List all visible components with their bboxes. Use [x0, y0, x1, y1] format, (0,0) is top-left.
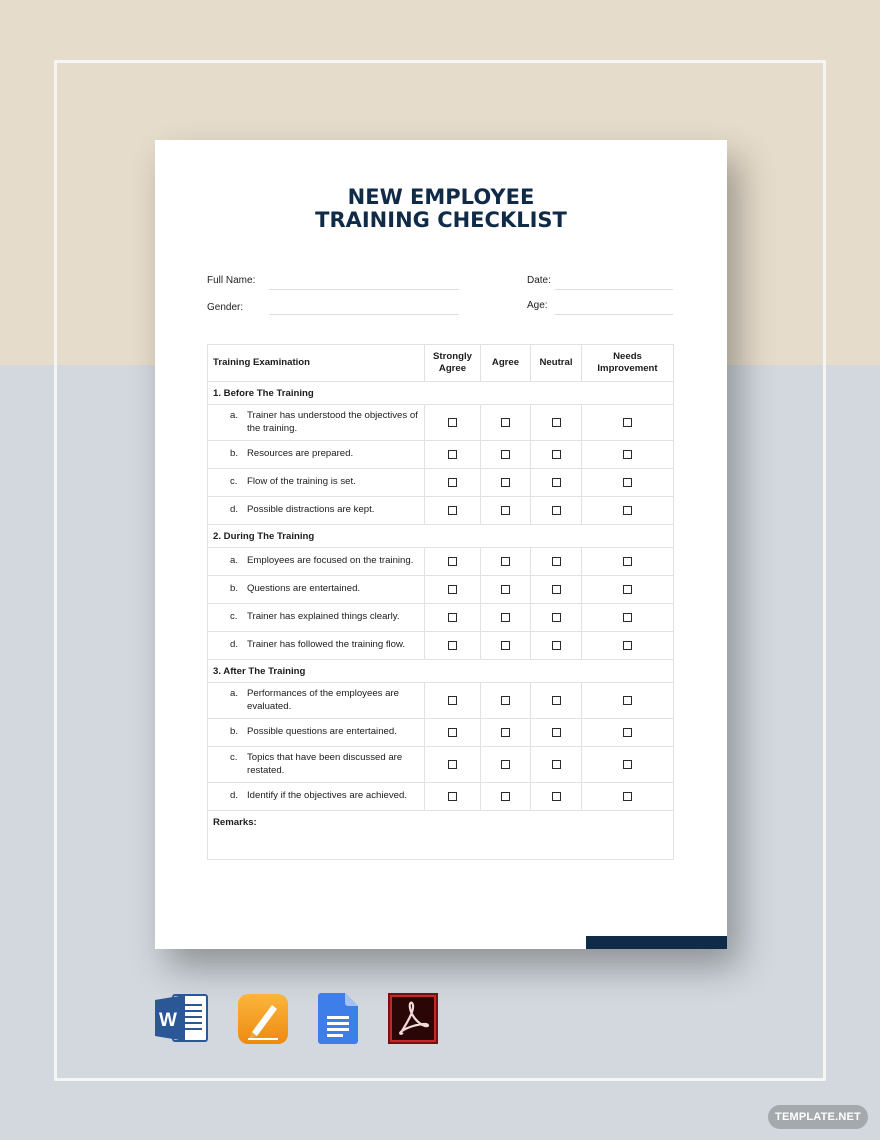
remarks-label: Remarks: — [213, 817, 257, 828]
needs-improvement-checkbox[interactable] — [623, 450, 632, 459]
neutral-checkbox[interactable] — [552, 506, 561, 515]
item-letter: c. — [230, 476, 238, 488]
item-letter: d. — [230, 639, 239, 651]
table-row — [208, 441, 674, 469]
table-row — [208, 632, 674, 660]
item-cell — [208, 469, 425, 497]
neutral-checkbox[interactable] — [552, 728, 561, 737]
word-icon[interactable] — [155, 993, 209, 1048]
table-row — [208, 719, 674, 747]
neutral-checkbox[interactable] — [552, 557, 561, 566]
item-text: Topics that have been discussed are restated. — [247, 752, 403, 776]
agree-checkbox[interactable] — [501, 613, 510, 622]
section-row — [208, 382, 674, 405]
item-text: Trainer has explained things clearly. — [247, 611, 400, 623]
item-text: Flow of the training is set. — [247, 476, 356, 488]
item-letter: a. — [230, 555, 239, 567]
section-title: 1. Before The Training — [208, 382, 674, 405]
strongly-agree-checkbox[interactable] — [448, 450, 457, 459]
agree-checkbox[interactable] — [501, 557, 510, 566]
strongly-agree-checkbox[interactable] — [448, 506, 457, 515]
remarks-row — [208, 811, 674, 860]
item-cell — [208, 497, 425, 525]
needs-improvement-checkbox[interactable] — [623, 478, 632, 487]
item-cell — [208, 548, 425, 576]
google-docs-icon[interactable] — [318, 993, 358, 1049]
item-cell — [208, 747, 425, 783]
acrobat-icon[interactable] — [388, 993, 438, 1049]
section-title: 3. After The Training — [208, 660, 674, 683]
agree-checkbox[interactable] — [501, 641, 510, 650]
strongly-agree-checkbox[interactable] — [448, 760, 457, 769]
age-label: Age: — [527, 300, 548, 311]
template-net-badge[interactable]: TEMPLATE.NET — [768, 1105, 868, 1129]
strongly-agree-checkbox[interactable] — [448, 641, 457, 650]
needs-improvement-checkbox[interactable] — [623, 613, 632, 622]
item-letter: b. — [230, 583, 239, 595]
item-cell — [208, 405, 425, 441]
agree-checkbox[interactable] — [501, 450, 510, 459]
item-text: Questions are entertained. — [247, 583, 361, 595]
agree-checkbox[interactable] — [501, 760, 510, 769]
section-row — [208, 660, 674, 683]
item-cell — [208, 719, 425, 747]
header-neutral: Neutral — [531, 345, 582, 382]
document-title — [155, 186, 727, 232]
needs-improvement-checkbox[interactable] — [623, 760, 632, 769]
section-title: 2. During The Training — [208, 525, 674, 548]
agree-checkbox[interactable] — [501, 418, 510, 427]
needs-improvement-checkbox[interactable] — [623, 557, 632, 566]
needs-improvement-checkbox[interactable] — [623, 585, 632, 594]
item-text: Trainer has understood the objectives of the training. — [247, 410, 418, 434]
needs-improvement-checkbox[interactable] — [623, 792, 632, 801]
header-needs-improvement: Needs Improvement — [582, 345, 674, 382]
gender-label: Gender: — [207, 302, 244, 313]
table-row — [208, 548, 674, 576]
remarks-cell[interactable] — [208, 811, 674, 860]
age-line[interactable] — [555, 314, 673, 315]
neutral-checkbox[interactable] — [552, 641, 561, 650]
table-row — [208, 469, 674, 497]
item-text: Employees are focused on the training. — [247, 555, 414, 567]
checklist-table — [207, 344, 674, 860]
item-letter: d. — [230, 790, 239, 802]
neutral-checkbox[interactable] — [552, 613, 561, 622]
neutral-checkbox[interactable] — [552, 585, 561, 594]
item-text: Possible distractions are kept. — [247, 504, 375, 516]
item-cell — [208, 632, 425, 660]
strongly-agree-checkbox[interactable] — [448, 696, 457, 705]
agree-checkbox[interactable] — [501, 728, 510, 737]
strongly-agree-checkbox[interactable] — [448, 478, 457, 487]
checklist-body — [208, 382, 674, 860]
item-text: Performances of the employees are evaluated. — [247, 688, 399, 712]
item-letter: b. — [230, 726, 239, 738]
table-row — [208, 683, 674, 719]
neutral-checkbox[interactable] — [552, 696, 561, 705]
agree-checkbox[interactable] — [501, 506, 510, 515]
item-cell — [208, 576, 425, 604]
needs-improvement-checkbox[interactable] — [623, 418, 632, 427]
pages-icon[interactable] — [238, 994, 288, 1049]
item-letter: c. — [230, 611, 238, 623]
neutral-checkbox[interactable] — [552, 760, 561, 769]
header-row — [208, 345, 674, 382]
needs-improvement-checkbox[interactable] — [623, 728, 632, 737]
agree-checkbox[interactable] — [501, 696, 510, 705]
agree-checkbox[interactable] — [501, 585, 510, 594]
full-name-label: Full Name: — [207, 275, 256, 286]
item-cell — [208, 604, 425, 632]
table-row — [208, 604, 674, 632]
item-text: Identify if the objectives are achieved. — [247, 790, 407, 802]
svg-text:W: W — [159, 1010, 177, 1031]
item-letter: a. — [230, 688, 239, 699]
header-agree: Agree — [481, 345, 531, 382]
header-strongly-agree: Strongly Agree — [425, 345, 481, 382]
item-letter: b. — [230, 448, 239, 460]
section-row — [208, 525, 674, 548]
item-text: Possible questions are entertained. — [247, 726, 397, 738]
item-text: Resources are prepared. — [247, 448, 354, 460]
header-training-examination: Training Examination — [208, 345, 425, 382]
table-row — [208, 405, 674, 441]
agree-checkbox[interactable] — [501, 478, 510, 487]
table-row — [208, 783, 674, 811]
needs-improvement-checkbox[interactable] — [623, 641, 632, 650]
title-line-2: TRAINING CHECKLIST — [315, 208, 567, 232]
strongly-agree-checkbox[interactable] — [448, 792, 457, 801]
strongly-agree-checkbox[interactable] — [448, 418, 457, 427]
item-letter: c. — [230, 752, 238, 763]
strongly-agree-checkbox[interactable] — [448, 585, 457, 594]
table-row — [208, 497, 674, 525]
item-letter: d. — [230, 504, 239, 516]
strongly-agree-checkbox[interactable] — [448, 557, 457, 566]
footer-accent-bar — [586, 936, 727, 949]
table-row — [208, 576, 674, 604]
date-line[interactable] — [555, 289, 673, 290]
document-page — [155, 140, 727, 949]
title-line-1: NEW EMPLOYEE — [347, 185, 535, 209]
neutral-checkbox[interactable] — [552, 478, 561, 487]
table-row — [208, 747, 674, 783]
gender-line[interactable] — [269, 314, 459, 315]
item-cell — [208, 783, 425, 811]
item-cell — [208, 683, 425, 719]
strongly-agree-checkbox[interactable] — [448, 728, 457, 737]
agree-checkbox[interactable] — [501, 792, 510, 801]
item-letter: a. — [230, 410, 239, 421]
neutral-checkbox[interactable] — [552, 418, 561, 427]
neutral-checkbox[interactable] — [552, 792, 561, 801]
neutral-checkbox[interactable] — [552, 450, 561, 459]
item-cell — [208, 441, 425, 469]
needs-improvement-checkbox[interactable] — [623, 506, 632, 515]
strongly-agree-checkbox[interactable] — [448, 613, 457, 622]
needs-improvement-checkbox[interactable] — [623, 696, 632, 705]
date-label: Date: — [527, 275, 551, 286]
item-text: Trainer has followed the training flow. — [247, 639, 406, 651]
full-name-line[interactable] — [269, 289, 459, 290]
